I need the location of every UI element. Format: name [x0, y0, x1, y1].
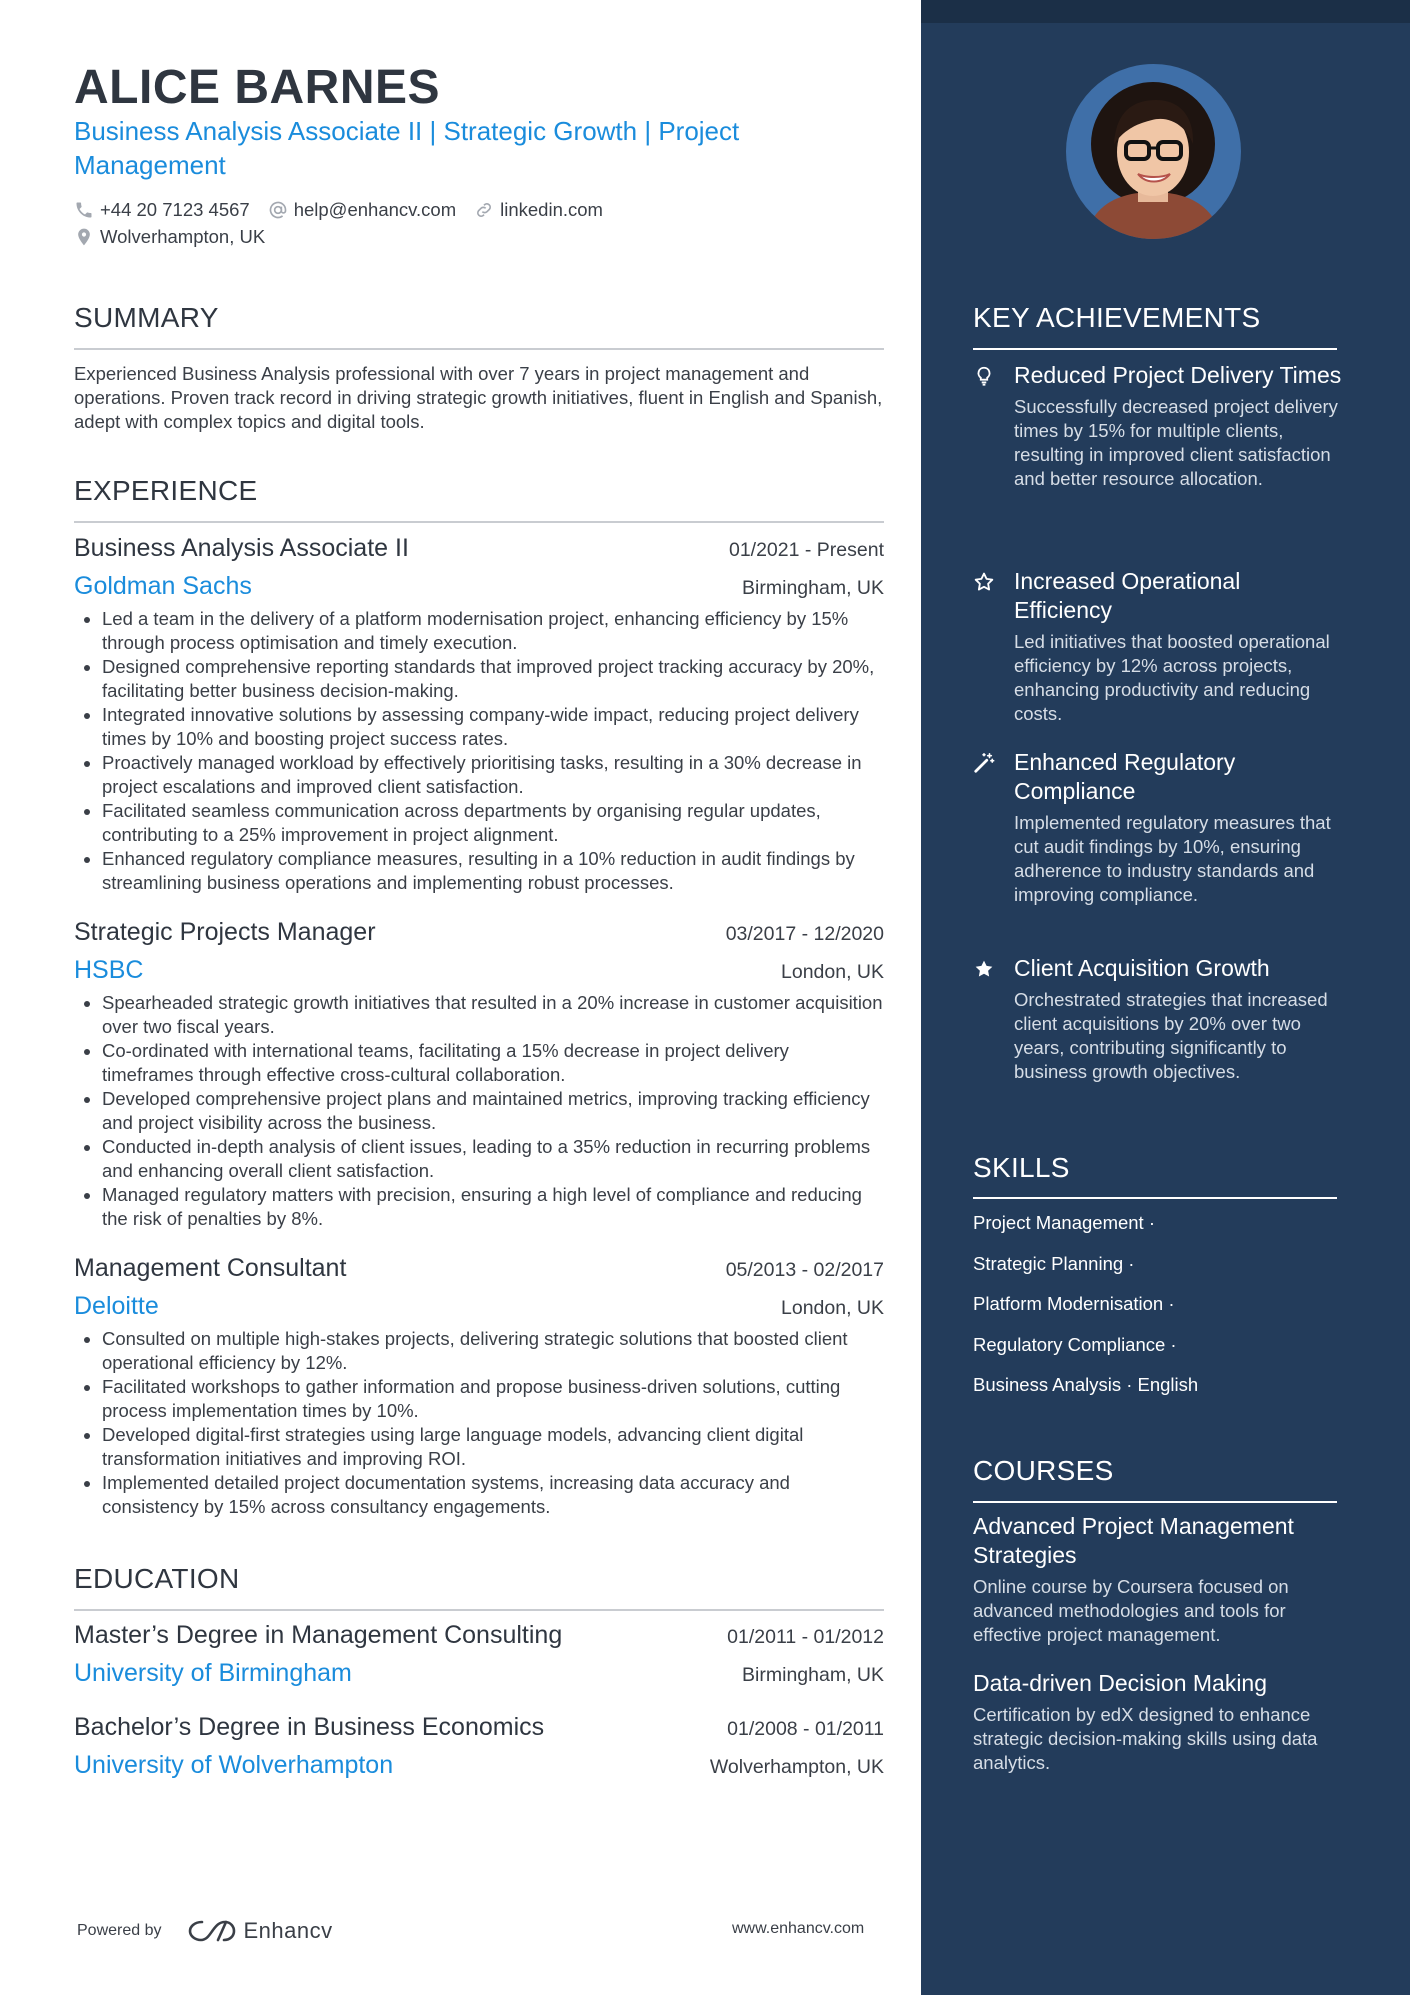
achievement-desc: Successfully decreased project delivery times by 15% for multiple clients, resulting in improved client satisfaction and better resource allocation. — [1014, 396, 1338, 489]
education-location: Wolverhampton, UK — [709, 1756, 884, 1778]
achievement-title: Increased Operational Efficiency — [1014, 568, 1241, 623]
company-name: Goldman Sachs — [74, 572, 252, 600]
skill-line: Strategic Planning · — [973, 1253, 1135, 1274]
sidebar-top-strip — [921, 0, 1410, 23]
job-date: 05/2013 - 02/2017 — [725, 1259, 884, 1281]
star-outline-icon — [973, 571, 995, 593]
job-bullets — [74, 991, 884, 1231]
job-entry — [74, 1254, 884, 1519]
achievement-title: Reduced Project Delivery Times — [1014, 362, 1342, 388]
bullet-item: • Led a team in the delivery of a platform modernisation project, enhancing efficiency by 15% through process optimisation and timely execution. — [102, 607, 884, 655]
achievement-desc: Implemented regulatory measures that cut audit findings by 10%, ensuring adherence to industry standards and improving compliance. — [1014, 812, 1331, 905]
course-item — [973, 1669, 1343, 1775]
summary-heading: SUMMARY — [74, 302, 219, 333]
at-icon — [268, 200, 288, 220]
achievements-divider — [973, 348, 1337, 350]
achievement-desc: Led initiatives that boosted operational efficiency by 12% across projects, enhancing productivity and reducing costs. — [1014, 631, 1330, 724]
skill-line: Project Management · — [973, 1212, 1156, 1233]
bullet-item: • Developed comprehensive project plans and maintained metrics, improving tracking efficiency and project visibility across the business. — [102, 1087, 884, 1135]
job-title: Management Consultant — [74, 1254, 347, 1282]
bullet-item: • Enhanced regulatory compliance measures, resulting in a 10% reduction in audit findings by streamlining business operations and implementing robust processes. — [102, 847, 884, 895]
company-name: HSBC — [74, 956, 144, 984]
location-contact — [74, 226, 265, 248]
bullet-item: • Designed comprehensive reporting standards that improved project tracking accuracy by 20%, facilitating better business decision-making. — [102, 655, 884, 703]
job-title: Strategic Projects Manager — [74, 918, 376, 946]
phone-icon — [74, 200, 94, 220]
job-bullets — [74, 607, 884, 895]
summary-text: Experienced Business Analysis professional with over 7 years in project management and operations. Proven track record in driving strategic growth initiatives, fluent in English and Spanish, adept with complex topics and digital tools. — [74, 363, 883, 432]
skills-divider — [973, 1197, 1337, 1199]
profile-photo-icon — [1066, 64, 1241, 239]
degree-title: Bachelor’s Degree in Business Economics — [74, 1713, 545, 1741]
phone-contact[interactable] — [74, 199, 250, 221]
course-item — [973, 1512, 1343, 1647]
education-entry — [74, 1713, 884, 1780]
job-entry — [74, 918, 884, 1231]
bullet-item: • Spearheaded strategic growth initiatives that resulted in a 20% increase in customer acquisition over two fiscal years. — [102, 991, 884, 1039]
skills-heading: SKILLS — [973, 1152, 1070, 1183]
education-location: Birmingham, UK — [742, 1664, 884, 1686]
degree-title: Master’s Degree in Management Consulting — [74, 1621, 563, 1649]
job-location: London, UK — [781, 961, 884, 983]
school-name: University of Birmingham — [74, 1659, 352, 1687]
linkedin-text: linkedin.com — [500, 198, 603, 220]
job-title: Business Analysis Associate II — [74, 534, 409, 562]
job-location: London, UK — [781, 1297, 884, 1319]
achievement-desc: Orchestrated strategies that increased client acquisitions by 20% over two years, contributing significantly to business growth objectives. — [1014, 989, 1328, 1082]
bullet-item: • Developed digital-first strategies using large language models, advancing client digital transformation initiatives and improving ROI. — [102, 1423, 884, 1471]
education-entry — [74, 1621, 884, 1688]
skill-line: Business Analysis · English — [973, 1374, 1199, 1395]
email-contact[interactable] — [268, 199, 456, 221]
courses-divider — [973, 1501, 1337, 1503]
footer-website[interactable]: www.enhancv.com — [732, 1920, 865, 1937]
achievement-title: Client Acquisition Growth — [1014, 955, 1270, 981]
achievement-item — [973, 748, 1343, 907]
company-name: Deloitte — [74, 1292, 159, 1320]
bullet-item: • Facilitated seamless communication across departments by organising regular updates, contributing to a 25% improvement in project alignment. — [102, 799, 884, 847]
education-date: 01/2011 - 01/2012 — [727, 1626, 884, 1648]
email-text: help@enhancv.com — [293, 198, 457, 220]
linkedin-contact[interactable] — [474, 199, 603, 221]
course-title: Advanced Project Management Strategies — [973, 1513, 1294, 1568]
job-bullets — [74, 1327, 884, 1519]
education-heading: EDUCATION — [74, 1563, 240, 1594]
magic-wand-icon — [973, 752, 995, 774]
education-divider — [74, 1609, 884, 1611]
education-date: 01/2008 - 01/2011 — [727, 1718, 884, 1740]
bullet-item: • Proactively managed workload by effectively prioritising tasks, resulting in a 30% decrease in project escalations and improved client satisfaction. — [102, 751, 884, 799]
courses-heading: COURSES — [973, 1455, 1114, 1486]
enhancv-brand: Enhancv — [243, 1918, 333, 1943]
experience-divider — [74, 521, 884, 523]
headline: Business Analysis Associate II | Strategic Growth | Project Management — [74, 116, 740, 180]
bullet-item: • Co-ordinated with international teams, facilitating a 15% decrease in project delivery timeframes through effective cross-cultural collaboration. — [102, 1039, 884, 1087]
course-desc: Online course by Coursera focused on advanced methodologies and tools for effective project management. — [973, 1576, 1289, 1645]
enhancv-logo-icon — [188, 1918, 236, 1944]
job-entry — [74, 534, 884, 895]
contact-info — [74, 196, 854, 250]
achievement-title: Enhanced Regulatory Compliance — [1014, 749, 1236, 804]
school-name: University of Wolverhampton — [74, 1751, 394, 1779]
avatar — [1066, 64, 1241, 239]
achievement-item — [973, 361, 1343, 491]
bullet-item: • Managed regulatory matters with precision, ensuring a high level of compliance and reducing the risk of penalties by 8%. — [102, 1183, 884, 1231]
job-location: Birmingham, UK — [742, 577, 884, 599]
experience-heading: EXPERIENCE — [74, 475, 258, 506]
location-pin-icon — [74, 227, 94, 247]
bullet-item: • Conducted in-depth analysis of client issues, leading to a 35% reduction in recurring problems and enhancing overall client satisfaction. — [102, 1135, 884, 1183]
bullet-item: • Integrated innovative solutions by assessing company-wide impact, reducing project delivery times by 10% and boosting project success rates. — [102, 703, 884, 751]
candidate-name: ALICE BARNES — [74, 61, 441, 114]
phone-text: +44 20 7123 4567 — [100, 198, 250, 220]
skill-line: Regulatory Compliance · — [973, 1334, 1177, 1355]
sidebar — [921, 0, 1410, 1995]
job-date: 01/2021 - Present — [728, 539, 884, 561]
star-filled-icon — [973, 958, 995, 980]
summary-divider — [74, 348, 884, 350]
bullet-item: • Implemented detailed project documentation systems, increasing data accuracy and consistency by 15% across consultancy engagements. — [102, 1471, 884, 1519]
footer-branding — [77, 1918, 333, 1944]
bullet-item: • Facilitated workshops to gather information and propose business-driven solutions, cutting process implementation times by 10%. — [102, 1375, 884, 1423]
course-title: Data-driven Decision Making — [973, 1670, 1268, 1696]
course-desc: Certification by edX designed to enhance strategic decision-making skills using data analytics. — [973, 1704, 1318, 1773]
location-text: Wolverhampton, UK — [100, 225, 266, 247]
achievement-item — [973, 567, 1343, 726]
link-icon — [474, 200, 494, 220]
skill-line: Platform Modernisation · — [973, 1293, 1175, 1314]
achievement-item — [973, 954, 1343, 1084]
achievements-heading: KEY ACHIEVEMENTS — [973, 302, 1261, 333]
lightbulb-icon — [973, 365, 995, 387]
bullet-item: • Consulted on multiple high-stakes projects, delivering strategic solutions that boosted client operational efficiency by 12%. — [102, 1327, 884, 1375]
powered-by-text: Powered by — [77, 1922, 162, 1939]
job-date: 03/2017 - 12/2020 — [725, 923, 884, 945]
